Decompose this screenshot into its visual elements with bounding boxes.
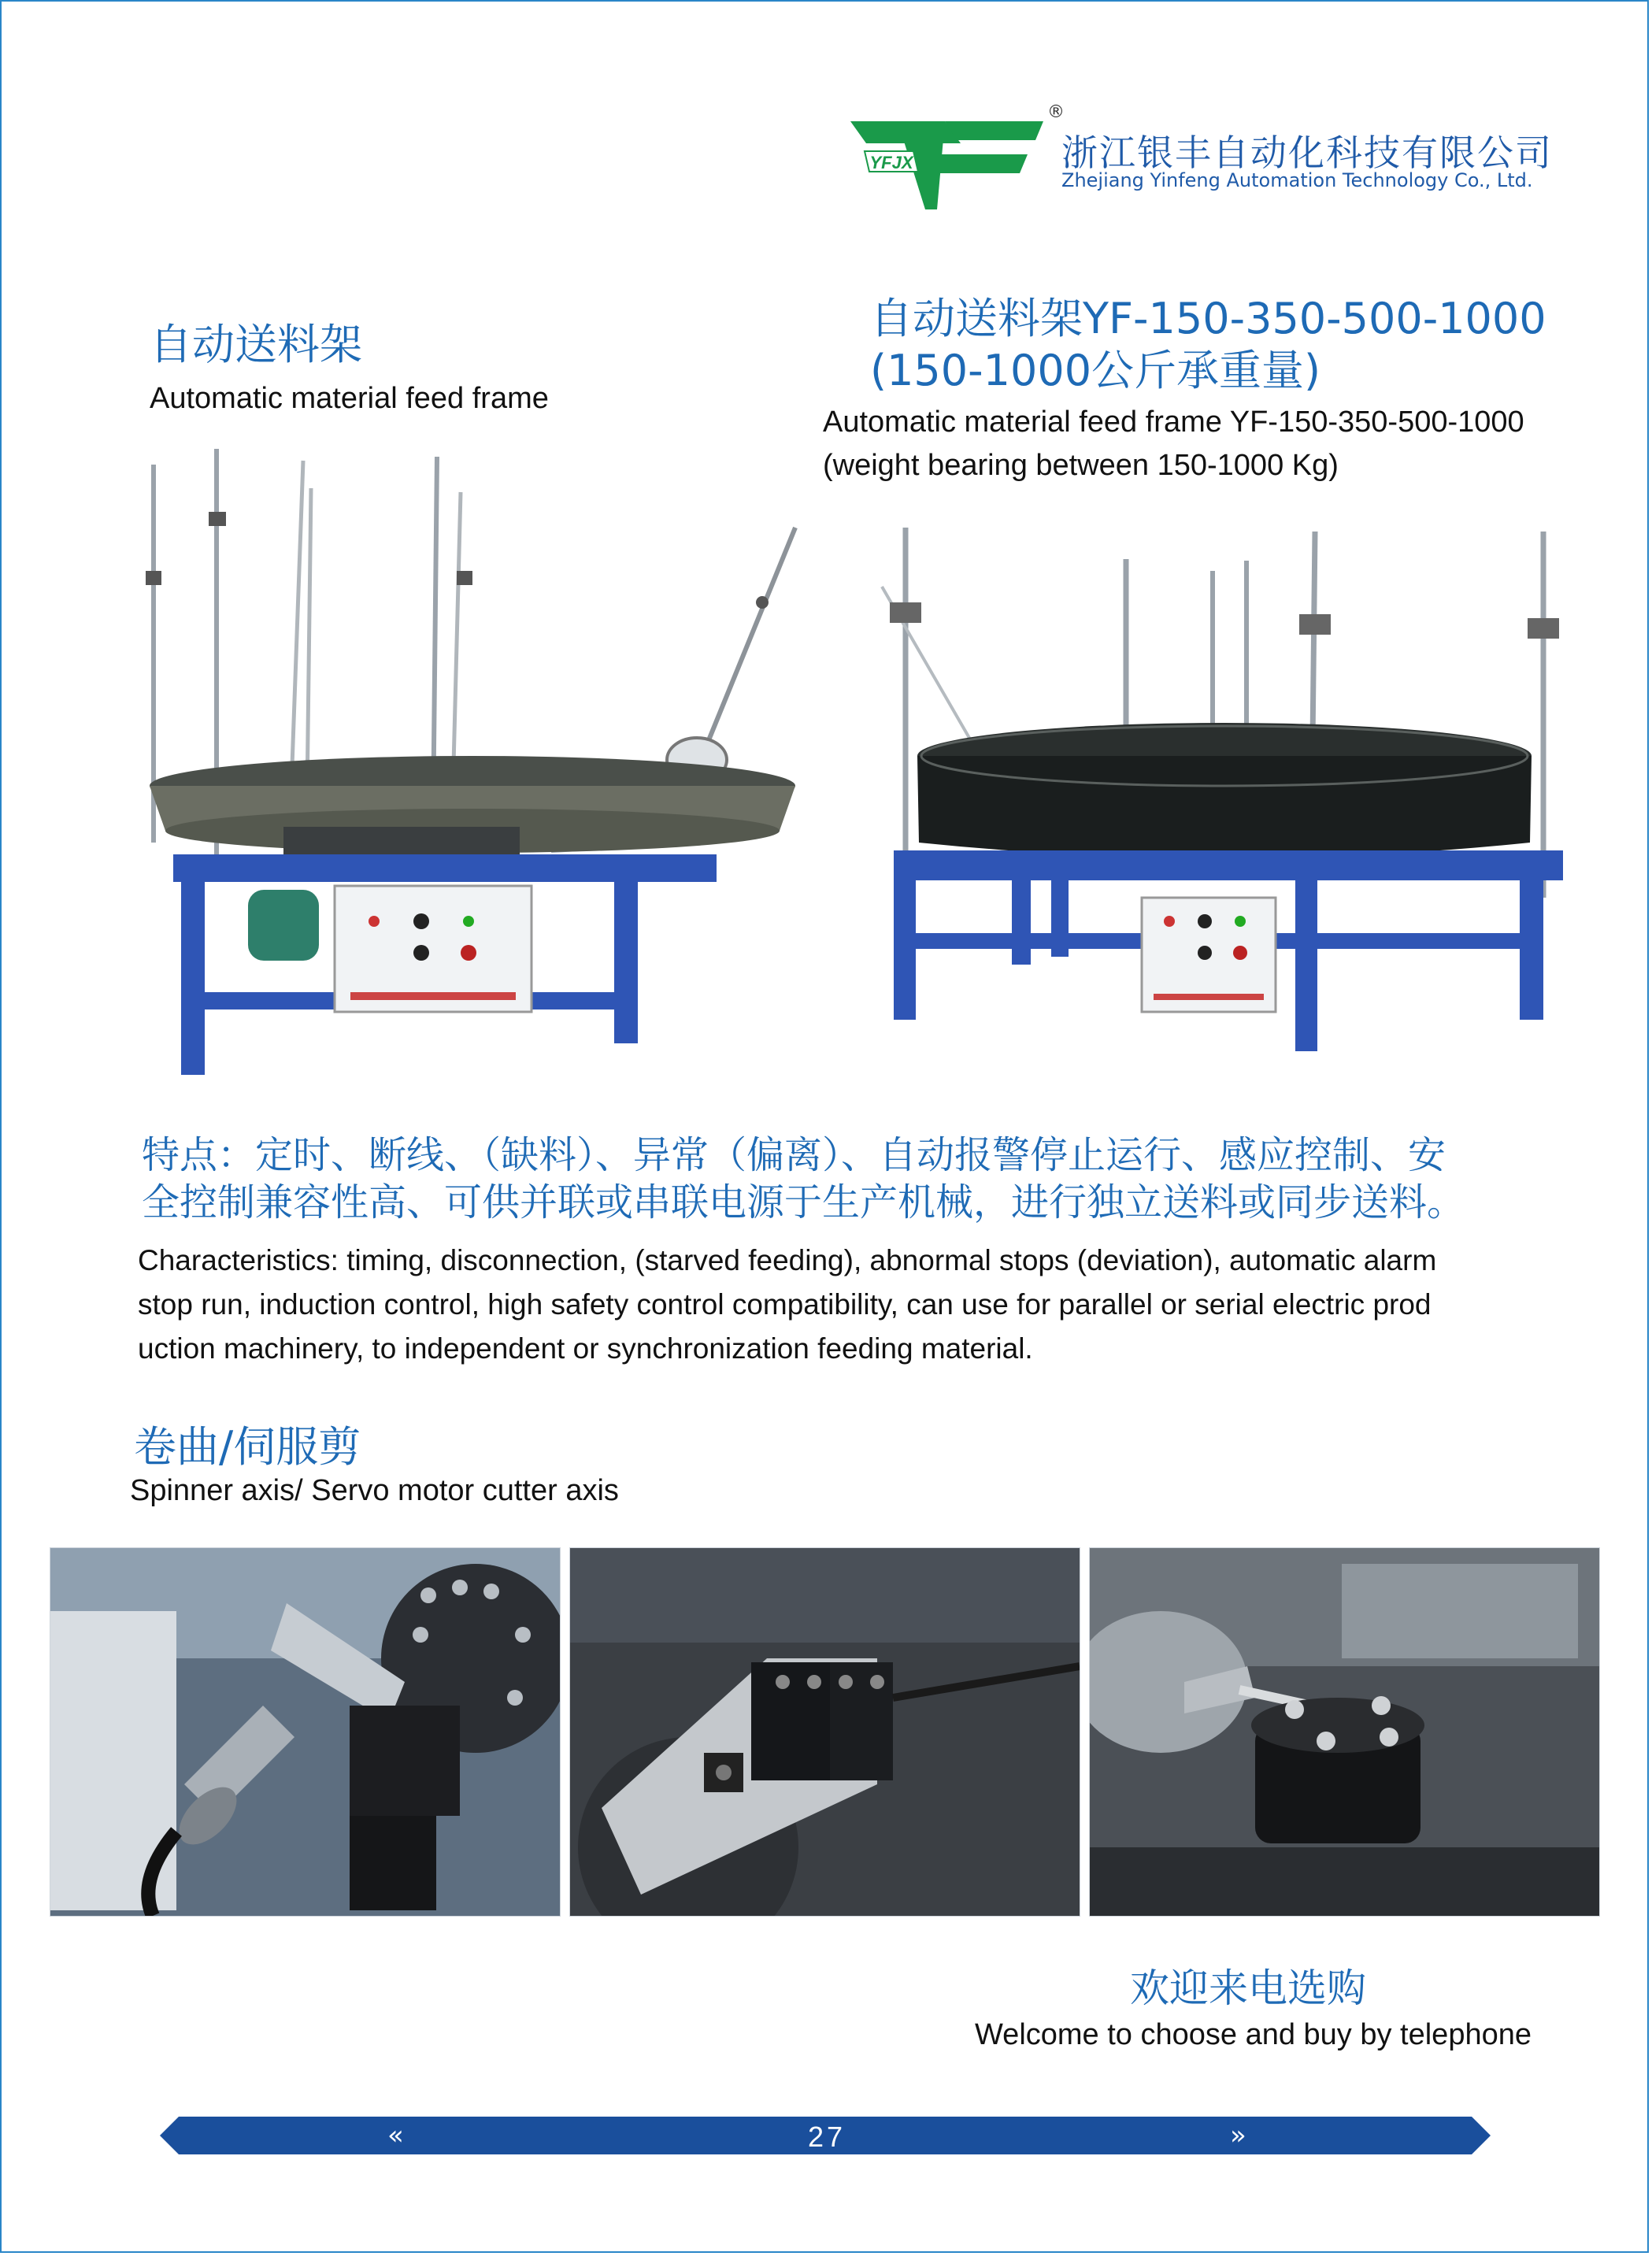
spinner-axis-photo: [50, 1547, 561, 1917]
servo-cutter-photo: [1089, 1547, 1600, 1917]
spinner-title-cn: 卷曲/伺服剪: [134, 1422, 361, 1472]
logo-text: YFJX: [869, 153, 913, 172]
features-en-line1: Characteristics: timing, disconnection, (starved feeding), abnormal stops (deviation), automatic alarm: [138, 1244, 1437, 1276]
model-title-cn: 自动送料架YF-150-350-500-1000: [870, 294, 1546, 343]
model-title-en: Automatic material feed frame YF-150-350-500-1000: [823, 406, 1524, 439]
company-name-en: Zhejiang Yinfeng Automation Technology Co., Ltd.: [1061, 169, 1533, 191]
feed-frame-photo-right: [870, 512, 1571, 1055]
company-logo: [850, 117, 1043, 209]
features-en-line2: stop run, induction control, high safety control compatibility, can use for parallel or serial electric prod: [138, 1288, 1432, 1321]
features-cn-line1: 特点：定时、断线、（缺料）、异常（偏离）、自动报警停止运行、感应控制、安: [142, 1133, 1446, 1177]
model-weight-en: (weight bearing between 150-1000 Kg): [823, 449, 1339, 482]
model-weight-cn: (150-1000公斤承重量): [870, 346, 1321, 395]
company-name-cn: 浙江银丰自动化科技有限公司: [1061, 132, 1553, 174]
features-cn-line2: 全控制兼容性高、可供并联或串联电源于生产机械，进行独立送料或同步送料。: [142, 1180, 1465, 1224]
cutter-holder-photo: [569, 1547, 1080, 1917]
welcome-en: Welcome to choose and buy by telephone: [975, 2018, 1532, 2051]
spinner-title-en: Spinner axis/ Servo motor cutter axis: [130, 1474, 619, 1507]
welcome-cn: 欢迎来电选购: [1130, 1965, 1366, 2011]
feed-frame-title-cn: 自动送料架: [150, 320, 362, 369]
features-en-line3: uction machinery, to independent or synchronization feeding material.: [138, 1332, 1033, 1365]
feed-frame-photo-left: [110, 449, 819, 1110]
registered-mark: ®: [1047, 102, 1065, 122]
page-number: 27: [807, 2121, 846, 2153]
feed-frame-title-en: Automatic material feed frame: [150, 382, 549, 415]
prev-page-icon[interactable]: «: [387, 2120, 404, 2151]
next-page-icon[interactable]: »: [1230, 2120, 1246, 2151]
